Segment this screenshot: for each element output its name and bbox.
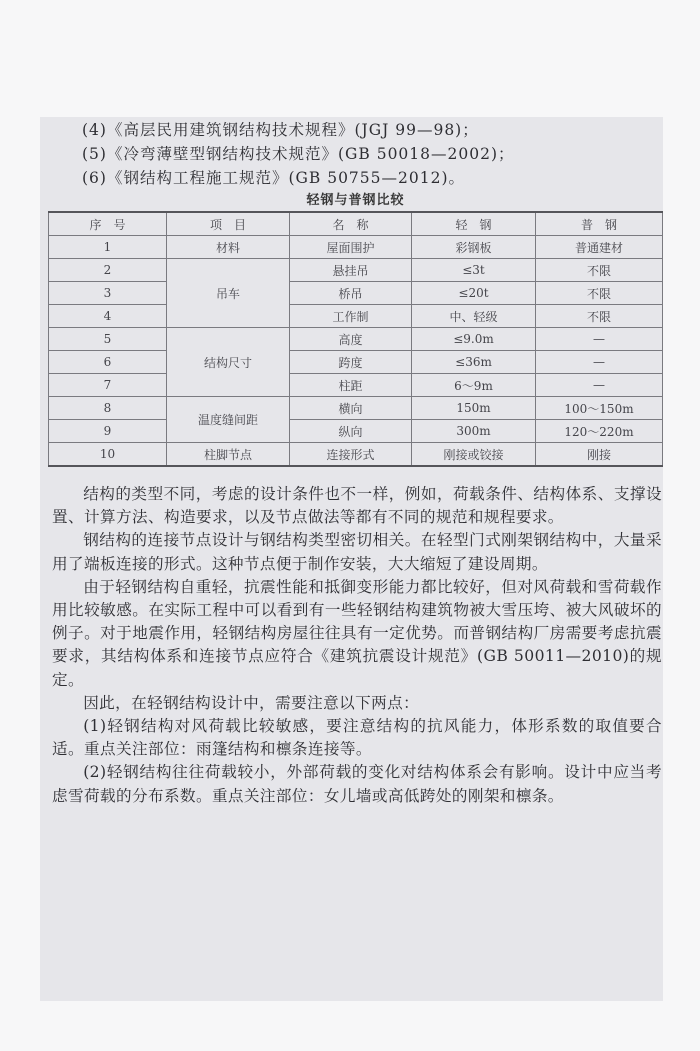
table-row (49, 420, 663, 443)
reference-item: (5)《冷弯薄壁型钢结构技术规范》(GB 50018—2002)； (82, 145, 515, 163)
cell-light: 150m (412, 397, 536, 420)
comparison-table (48, 211, 663, 467)
cell-name: 柱距 (290, 374, 412, 397)
cell-no: 1 (49, 236, 167, 259)
cell-name: 纵向 (290, 420, 412, 443)
table-row (49, 305, 663, 328)
cell-no: 8 (49, 397, 167, 420)
cell-light: ≤20t (412, 282, 536, 305)
cell-light: 中、轻级 (412, 305, 536, 328)
cell-normal: 不限 (536, 305, 663, 328)
cell-light: 300m (412, 420, 536, 443)
header-light-steel: 轻 钢 (412, 212, 536, 236)
cell-no: 7 (49, 374, 167, 397)
reference-list (82, 118, 662, 190)
body-text (52, 483, 662, 808)
table-row (49, 351, 663, 374)
table-row (49, 236, 663, 259)
cell-no: 6 (49, 351, 167, 374)
cell-light: 彩钢板 (412, 236, 536, 259)
table-caption: 轻钢与普钢比较 (306, 193, 405, 208)
cell-name: 横向 (290, 397, 412, 420)
paragraph: (2)轻钢结构往往荷载较小，外部荷载的变化对结构体系会有影响。设计中应当考虑雪荷载的分布系数。重点关注部位：女儿墙或高低跨处的刚架和檩条。 (52, 763, 662, 805)
header-normal-steel: 普 钢 (536, 212, 663, 236)
paragraph: 结构的类型不同，考虑的设计条件也不一样，例如，荷载条件、结构体系、支撑设置、计算方法、构造要求，以及节点做法等都有不同的规范和规程要求。 (52, 485, 662, 527)
cell-no: 2 (49, 259, 167, 282)
table-row (49, 397, 663, 420)
table-row (49, 259, 663, 282)
cell-no: 10 (49, 443, 167, 467)
cell-group: 结构尺寸 (167, 328, 290, 397)
table-row (49, 328, 663, 351)
cell-name: 跨度 (290, 351, 412, 374)
cell-normal: 不限 (536, 282, 663, 305)
cell-light: ≤3t (412, 259, 536, 282)
cell-normal: 100～150m (536, 397, 663, 420)
cell-normal: 普通建材 (536, 236, 663, 259)
table-row (49, 282, 663, 305)
cell-normal: 刚接 (536, 443, 663, 467)
cell-name: 悬挂吊 (290, 259, 412, 282)
paragraph: (1)轻钢结构对风荷载比较敏感，要注意结构的抗风能力，体形系数的取值要合适。重点关注部位：雨篷结构和檩条连接等。 (52, 717, 662, 759)
cell-group: 柱脚节点 (167, 443, 290, 467)
reference-item: (4)《高层民用建筑钢结构技术规程》(JGJ 99—98)； (82, 121, 479, 139)
cell-no: 3 (49, 282, 167, 305)
cell-name: 屋面围护 (290, 236, 412, 259)
cell-group: 温度缝间距 (167, 397, 290, 443)
cell-light: 刚接或铰接 (412, 443, 536, 467)
header-name: 名 称 (290, 212, 412, 236)
table-header-row (49, 212, 663, 236)
header-item: 项 目 (167, 212, 290, 236)
cell-name: 连接形式 (290, 443, 412, 467)
cell-name: 高度 (290, 328, 412, 351)
cell-light: ≤9.0m (412, 328, 536, 351)
cell-light: ≤36m (412, 351, 536, 374)
table-row (49, 443, 663, 467)
paragraph: 钢结构的连接节点设计与钢结构类型密切相关。在轻型门式刚架钢结构中，大量采用了端板连接的形式。这种节点便于制作安装，大大缩短了建设周期。 (52, 531, 662, 573)
cell-no: 9 (49, 420, 167, 443)
cell-no: 5 (49, 328, 167, 351)
cell-no: 4 (49, 305, 167, 328)
cell-normal: — (536, 328, 663, 351)
cell-normal: — (536, 351, 663, 374)
cell-name: 工作制 (290, 305, 412, 328)
cell-light: 6～9m (412, 374, 536, 397)
cell-group: 材料 (167, 236, 290, 259)
table-row (49, 374, 663, 397)
reference-item: (6)《钢结构工程施工规范》(GB 50755—2012)。 (82, 169, 466, 187)
paragraph: 由于轻钢结构自重轻，抗震性能和抵御变形能力都比较好，但对风荷载和雪荷载作用比较敏感。在实际工程中可以看到有一些轻钢结构建筑物被大雪压垮、被大风破坏的例子。对于地震作用，轻钢结构房屋往往具有一定优势。而普钢结构厂房需要考虑抗震要求，其结构体系和连接节点应符合《建筑抗震设计规范》(GB 50011—2010)的规定。 (52, 577, 662, 689)
cell-normal: — (536, 374, 663, 397)
header-no: 序 号 (49, 212, 167, 236)
paragraph: 因此，在轻钢结构设计中，需要注意以下两点： (83, 693, 420, 712)
cell-name: 桥吊 (290, 282, 412, 305)
cell-normal: 不限 (536, 259, 663, 282)
cell-group: 吊车 (167, 259, 290, 328)
cell-normal: 120～220m (536, 420, 663, 443)
